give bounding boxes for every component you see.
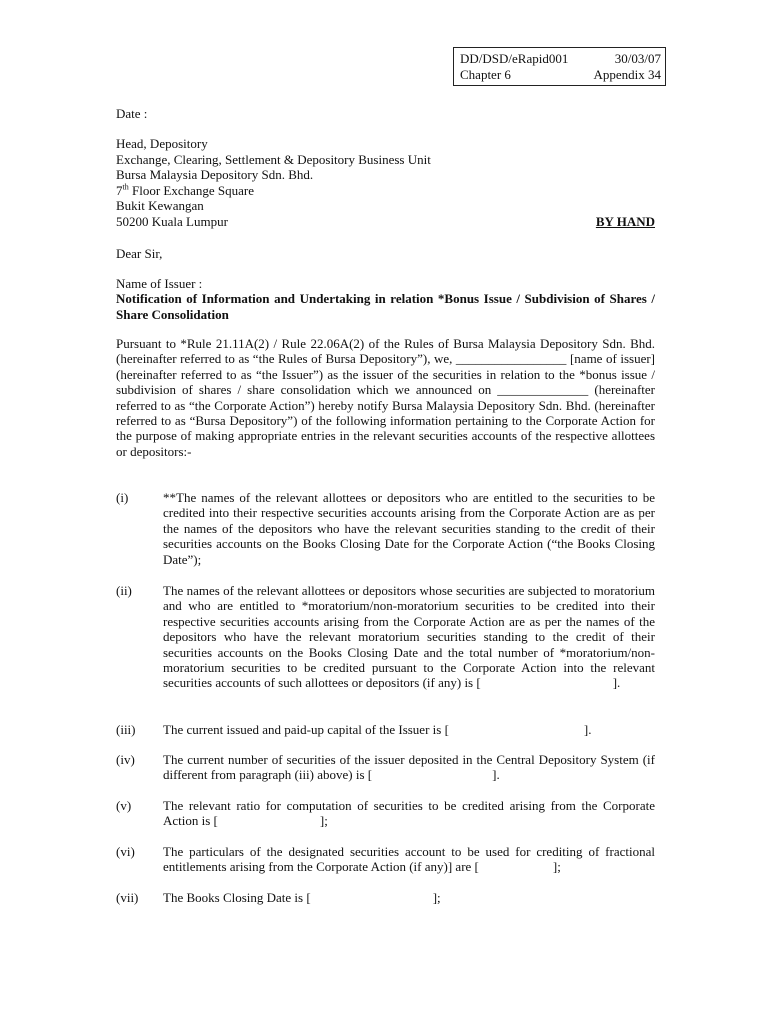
item-number: (vii) [116, 890, 139, 905]
item-end: ]; [319, 813, 328, 829]
list-item [116, 490, 655, 567]
list-item [116, 752, 655, 783]
issuer-section [116, 276, 655, 322]
item-number: (iv) [116, 752, 135, 767]
address-line-4 [116, 183, 655, 199]
item-number: (vi) [116, 844, 135, 859]
address-line-5: Bukit Kewangan [116, 198, 204, 213]
reference-row-2 [460, 67, 665, 83]
item-body: The relevant ratio for computation of securities to be credited arising from the Corporate Action is [ [163, 798, 655, 829]
item-end: ]. [492, 767, 500, 783]
item-text [163, 583, 655, 691]
item-body: The Books Closing Date is [ [163, 890, 311, 905]
reference-box [453, 47, 666, 86]
item-end: ]. [583, 722, 592, 737]
recipient-address [116, 136, 655, 229]
item-body: The names of the relevant allottees or depositors whose securities are subjected to moratorium and who are entitled to *moratorium/non-moratorium securities to be credited into their respective securities accounts arising from the Corporate Action are as per the names of the depositors who have the relevant moratorium securities standing to the credit of their securities accounts on the Books Closing Date and the total number of *moratorium/non-moratorium securities to be credited pursuant to the Corporate Action into the relevant securities accounts of such allottees or depositors (if any) is [ [163, 583, 655, 691]
salutation: Dear Sir, [116, 246, 163, 261]
chapter-label: Chapter 6 [460, 67, 511, 82]
address-line-3: Bursa Malaysia Depository Sdn. Bhd. [116, 167, 314, 182]
list-item [116, 890, 655, 905]
date-line: Date : [116, 106, 148, 121]
item-number: (i) [116, 490, 129, 505]
item-text [163, 752, 655, 783]
list-item [116, 583, 655, 691]
item-end: ]; [552, 859, 561, 875]
item-number: (v) [116, 798, 132, 813]
item-end: ]. [612, 675, 621, 691]
item-body: The current number of securities of the issuer deposited in the Central Depository System (if different from paragraph (iii) above) is [ [163, 752, 655, 783]
item-body: The current issued and paid-up capital of the Issuer is [ [163, 722, 449, 737]
list-item [116, 722, 655, 737]
subject-heading: Notification of Information and Undertaking in relation *Bonus Issue / Subdivision of Shares / Share Consolidation [116, 291, 655, 322]
item-text [163, 844, 655, 875]
list-item [116, 798, 655, 829]
item-body: The particulars of the designated securities account to be used for crediting of fractional entitlements arising from the Corporate Action (if any)] are [ [163, 844, 655, 875]
address-line-1: Head, Depository [116, 136, 208, 151]
address-line-6: 50200 Kuala Lumpur [116, 213, 228, 229]
item-text [163, 798, 655, 829]
appendix-label: Appendix 34 [593, 67, 661, 82]
issuer-label: Name of Issuer : [116, 276, 203, 291]
item-number: (ii) [116, 583, 132, 598]
floor-number: 7 [116, 182, 123, 198]
reference-date: 30/03/07 [614, 51, 661, 66]
floor-name: Floor Exchange Square [128, 182, 255, 198]
item-end: ]; [432, 890, 441, 905]
intro-paragraph: Pursuant to *Rule 21.11A(2) / Rule 22.06A(2) of the Rules of Bursa Malaysia Depository Sdn. Bhd. (hereinafter referred to as “the Rules of Bursa Depository”), we, _________________ [name of issuer] (hereinafter referred to as “the Issuer”) as the issuer of the securities in relation to the *bonus issue / subdivision of shares / share consolidation which we announced on ______________ (hereinafter referred to as “the Corporate Action”) hereby notify Bursa Malaysia Depository Sdn. Bhd. (hereinafter referred to as “Bursa Depository”) of the following information pertaining to the Corporate Action for the purpose of making appropriate entries in the relevant securities accounts of the respective allottees or depositors:- [116, 336, 655, 459]
reference-row-1 [460, 51, 665, 67]
reference-code: DD/DSD/eRapid001 [460, 51, 569, 66]
item-text: **The names of the relevant allottees or depositors who are entitled to the securities to be credited into their respective securities accounts arising from the Corporate Action are as per the names of the depositors who have the relevant securities standing to the credit of their securities accounts on the Books Closing Date for the Corporate Action (“the Books Closing Date”); [163, 490, 655, 567]
item-text [163, 722, 655, 737]
by-hand-label: BY HAND [595, 213, 655, 229]
item-text [163, 890, 655, 905]
list-item [116, 844, 655, 875]
item-number: (iii) [116, 722, 136, 737]
address-line-2: Exchange, Clearing, Settlement & Depository Business Unit [116, 151, 431, 167]
floor-suffix: th [122, 182, 129, 192]
